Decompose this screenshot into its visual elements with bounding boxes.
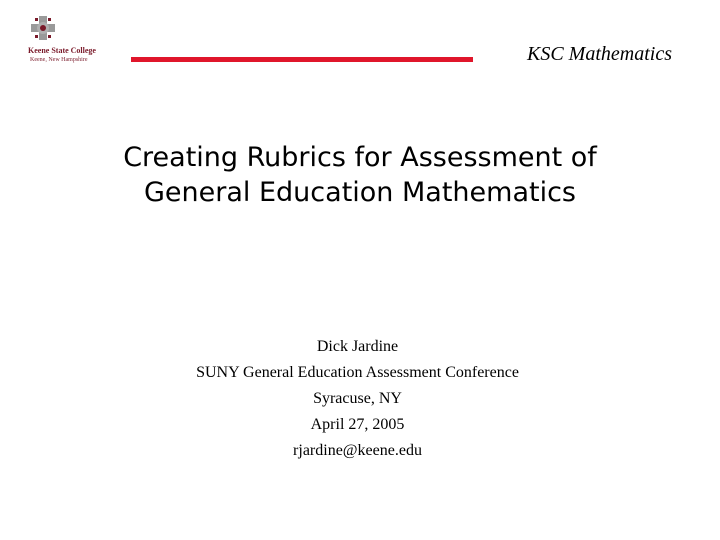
conference-name: SUNY General Education Assessment Conference: [196, 364, 519, 381]
college-logo: [22, 14, 112, 70]
slide-title: [40, 140, 680, 210]
logo-college-location: Keene, New Hampshire: [30, 57, 88, 63]
presenter-name: Dick Jardine: [316, 338, 399, 355]
conference-date: April 27, 2005: [310, 416, 405, 433]
slide-title-line: Creating Rubrics for Assessment of: [123, 142, 597, 173]
slide-title-line: General Education Mathematics: [144, 177, 576, 208]
header-title: KSC Mathematics: [527, 43, 672, 65]
college-crest-icon: [30, 14, 56, 42]
header-divider-bar: [131, 57, 473, 62]
logo-college-name: Keene State College: [28, 46, 96, 55]
conference-location: Syracuse, NY: [313, 390, 402, 407]
presenter-email: rjardine@keene.edu: [293, 442, 422, 459]
presenter-info: [100, 334, 615, 464]
